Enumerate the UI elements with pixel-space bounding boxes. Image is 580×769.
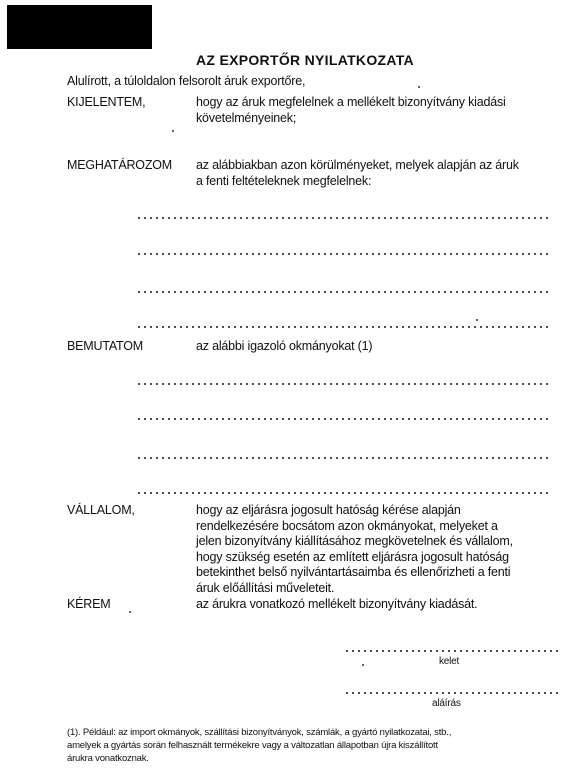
scan-speck bbox=[476, 319, 478, 321]
text-line: hogy az eljárásra jogosult hatóság kérése alapján bbox=[196, 503, 461, 517]
document-title: AZ EXPORTŐR NYILATKOZATA bbox=[196, 52, 414, 68]
date-line bbox=[344, 650, 560, 652]
scan-speck bbox=[129, 611, 131, 613]
dotted-fill-line bbox=[136, 253, 552, 255]
text-line: jelen bizonyítvány kiállításához megkövetelnek és vállalom, bbox=[196, 534, 513, 548]
redacted-block bbox=[7, 5, 152, 49]
intro-text: Alulírott, a túloldalon felsorolt áruk exportőre, bbox=[67, 74, 306, 88]
footnote-line: árukra vonatkoznak. bbox=[67, 753, 149, 764]
dotted-fill-line bbox=[136, 383, 552, 385]
text-line: hogy szükség esetén az említett eljárásra jogosult hatóság bbox=[196, 549, 509, 564]
keyword-kijelentem: KIJELENTEM, bbox=[67, 95, 146, 109]
keyword-meghatarozom: MEGHATÁROZOM bbox=[67, 158, 173, 172]
text-line: áruk előállítási műveleteit. bbox=[196, 580, 335, 595]
text-line: a fenti feltételeknek megfelelnek: bbox=[196, 173, 372, 188]
text-line: betekinthet belső nyilvántartásaimba és ellenőrizheti a fenti bbox=[196, 565, 511, 579]
signature-label: aláírás bbox=[432, 698, 461, 709]
text-line: az alábbiakban azon körülményeket, melyek alapján az áruk bbox=[196, 158, 519, 172]
text-line: az árukra vonatkozó mellékelt bizonyítvány kiadását. bbox=[196, 597, 478, 611]
dotted-fill-line bbox=[136, 457, 552, 459]
text-line: az alábbi igazoló okmányokat (1) bbox=[196, 339, 373, 353]
dotted-fill-line bbox=[136, 492, 552, 494]
scan-speck bbox=[418, 86, 420, 88]
dotted-fill-line bbox=[136, 217, 552, 219]
dotted-fill-line bbox=[136, 291, 552, 293]
text-line: rendelkezésére bocsátom azon okmányokat, melyeket a bbox=[196, 518, 498, 533]
dotted-fill-line bbox=[136, 418, 552, 420]
scan-speck bbox=[172, 130, 174, 132]
dotted-fill-line bbox=[136, 326, 552, 328]
signature-line bbox=[344, 692, 560, 694]
text-line: követelményeinek; bbox=[196, 110, 297, 125]
kijelentem-text bbox=[196, 95, 506, 126]
scan-speck bbox=[362, 664, 364, 666]
date-label: kelet bbox=[439, 656, 460, 667]
keyword-kerem: KÉREM bbox=[67, 597, 111, 611]
keyword-bemutatom: BEMUTATOM bbox=[67, 339, 143, 353]
footnote-line: amelyek a gyártás során felhasznált termékekre vagy a változatlan állapotban újra kiszállított bbox=[67, 740, 438, 751]
kerem-text bbox=[196, 597, 477, 613]
footnote-marker: (1). bbox=[67, 727, 81, 738]
vallalom-text bbox=[196, 503, 513, 596]
footnote-line: Például: az import okmányok, szállítási bizonyítványok, számlák, a gyártó nyilatkozatai, stb., bbox=[82, 727, 452, 738]
keyword-vallalom: VÁLLALOM, bbox=[67, 503, 135, 517]
bemutatom-text bbox=[196, 339, 372, 355]
text-line: hogy az áruk megfelelnek a mellékelt bizonyítvány kiadási bbox=[196, 95, 506, 109]
footnote bbox=[67, 726, 572, 765]
meghatarozom-text bbox=[196, 158, 519, 189]
